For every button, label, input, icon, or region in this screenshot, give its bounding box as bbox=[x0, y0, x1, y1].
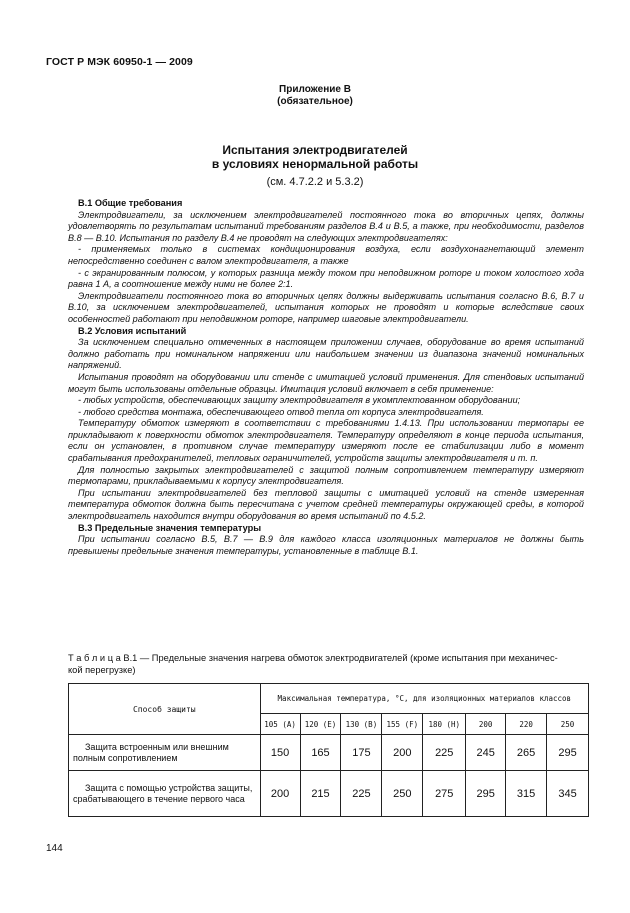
insulation-class-header: 250 bbox=[547, 714, 589, 735]
section-b1-paragraph-2: - применяемых только в системах кондиционирования воздуха, если воздухонагнетающий элемент непосредственно соединен с валом электродвигателя, а также bbox=[68, 244, 584, 266]
insulation-class-header: 105 (А) bbox=[260, 714, 300, 735]
temperature-cell: 150 bbox=[260, 735, 300, 771]
annex-body bbox=[68, 198, 584, 557]
annex-heading bbox=[0, 84, 630, 108]
table-caption bbox=[68, 652, 588, 676]
section-b2-paragraph-1: За исключением специально отмеченных в настоящем приложении случаев, оборудование во время испытаний должно работать при номинальном напряжении или наибольшем значении из диапазона значений номинальных напряжений. bbox=[68, 337, 584, 371]
temperature-cell: 315 bbox=[506, 771, 547, 817]
annex-title-line2: в условиях ненормальной работы bbox=[211, 157, 419, 171]
section-b2-paragraph-2: Испытания проводят на оборудовании или стенде с имитацией условий применения. Для стендовых испытаний могут быть использованы отдельные образцы. Имитация условий включает в себя применение: bbox=[68, 371, 584, 394]
section-b2-paragraph-5: Температуру обмоток измеряют в соответствии с требованиями 1.4.13. При использовании термопары ее прикладывают к поверхности обмоток электродвигателя. Температуру определяют в конце периода испытания, если он установлен, в противном случае температуру измеряют после ее стабилизации либо в момент срабатывания предохранителей, тепловых ограничителей, устройств защиты электродвигателя и т. п. bbox=[68, 418, 584, 464]
insulation-class-header: 200 bbox=[466, 714, 506, 735]
temperature-cell: 265 bbox=[506, 735, 547, 771]
temperature-cell: 225 bbox=[341, 771, 382, 817]
temperature-cell: 215 bbox=[300, 771, 341, 817]
insulation-class-header: 120 (Е) bbox=[300, 714, 341, 735]
temperature-cell: 295 bbox=[466, 771, 506, 817]
section-b3-paragraph-1: При испытании согласно В.5, В.7 — В.9 для каждого класса изоляционных материалов не должны быть превышены предельные значения температуры, установленные в таблице В.1. bbox=[68, 534, 584, 556]
protection-method-cell: Защита встроенным или внешним полным сопротивлением bbox=[69, 735, 261, 771]
annex-status: (обязательное) bbox=[277, 96, 353, 107]
temperature-cell: 200 bbox=[382, 735, 423, 771]
temperature-cell: 200 bbox=[260, 771, 300, 817]
page-number: 144 bbox=[46, 843, 63, 854]
annex-reference: (см. 4.7.2.2 и 5.3.2) bbox=[266, 176, 364, 188]
section-b3-heading: В.3 Предельные значения температуры bbox=[78, 522, 262, 533]
table-row bbox=[69, 735, 589, 771]
temperature-limits-table bbox=[68, 683, 589, 817]
section-b2-paragraph-3: - любых устройств, обеспечивающих защиту электродвигателя в укомплектованном оборудовании; bbox=[78, 395, 521, 406]
table-caption-line1: Т а б л и ц а В.1 — Предельные значения нагрева обмоток электродвигателей (кроме испытания при механичес- bbox=[68, 653, 558, 663]
section-b2-paragraph-7: При испытании электродвигателей без тепловой защиты с имитацией условий на стенде измеренная температура обмоток должна быть пересчитана с учетом средней температуры окружающей среды, в которой электродвигатель находится внутри оборудования во время испытаний по 4.5.2. bbox=[68, 487, 584, 522]
temperature-cell: 165 bbox=[300, 735, 341, 771]
protection-method-cell: Защита с помощью устройства защиты, срабатывающего в течение первого часа bbox=[69, 771, 261, 817]
section-b1-paragraph-4: Электродвигатели постоянного тока во вторичных цепях должны выдерживать испытания согласно В.6, В.7 и В.10, за исключением электродвигателей, испытания которых не проводят и которые вследствие своих особенностей работают при неподвижном роторе, например шаговые электродвигатели. bbox=[68, 290, 584, 324]
annex-title-line1: Испытания электродвигателей bbox=[222, 143, 408, 157]
temperature-cell: 250 bbox=[382, 771, 423, 817]
insulation-class-header: 155 (F) bbox=[382, 714, 423, 735]
temperature-cell: 295 bbox=[547, 735, 589, 771]
temperature-cell: 245 bbox=[466, 735, 506, 771]
section-b2-heading: В.2 Условия испытаний bbox=[78, 325, 187, 336]
section-b1-heading: В.1 Общие требования bbox=[78, 198, 183, 208]
temperature-cell: 345 bbox=[547, 771, 589, 817]
table-row bbox=[69, 771, 589, 817]
insulation-class-header: 130 (В) bbox=[341, 714, 382, 735]
section-b1-paragraph-1: Электродвигатели, за исключением электродвигателей постоянного тока во вторичных цепях, должны удовлетворять по результатам испытаний требованиям разделов В.4 и В.5, а также, при необходимости, разделов В.8 — В.10. Испытания по разделу В.4 не проводят на следующих электродвигателях: bbox=[68, 209, 584, 243]
temperature-cell: 225 bbox=[423, 735, 466, 771]
annex-label: Приложение В bbox=[279, 84, 351, 95]
section-b1-paragraph-3: - с экранированным полюсом, у которых разница между током при неподвижном роторе и током холостого хода равна 1 А, а соотношение между ними не более 2:1. bbox=[68, 267, 584, 290]
section-b2-paragraph-4: - любого средства монтажа, обеспечивающего отвод тепла от корпуса электродвигателя. bbox=[78, 406, 484, 417]
temperature-cell: 275 bbox=[423, 771, 466, 817]
insulation-class-header: 180 (Н) bbox=[423, 714, 466, 735]
section-b2-paragraph-6: Для полностью закрытых электродвигателей с защитой полным сопротивлением температуру измеряют термопарами, прикладываемыми к корпусу электродвигателя. bbox=[68, 464, 584, 487]
standard-header: ГОСТ Р МЭК 60950-1 — 2009 bbox=[46, 56, 193, 68]
insulation-class-header: 220 bbox=[506, 714, 547, 735]
protection-method-header: Способ защиты bbox=[69, 684, 261, 735]
temperature-cell: 175 bbox=[341, 735, 382, 771]
max-temperature-header: Максимальная температура, °С, для изоляционных материалов классов bbox=[260, 684, 588, 714]
annex-title bbox=[0, 143, 630, 171]
table-caption-line2: кой перегрузке) bbox=[68, 665, 136, 675]
